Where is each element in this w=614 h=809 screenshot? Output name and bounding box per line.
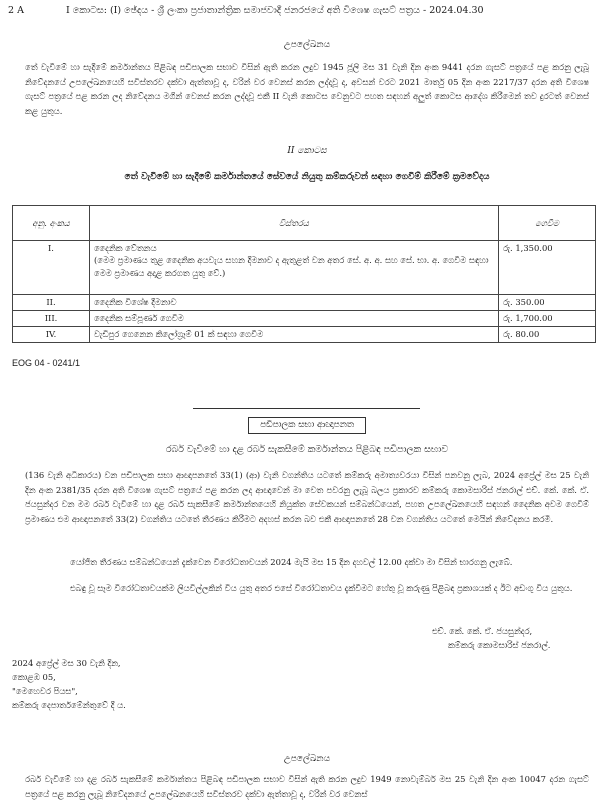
- building-line: "මෙහෙවර පියස",: [12, 686, 78, 696]
- row-amount: රු. 350.00: [499, 295, 596, 311]
- row-description: [90, 241, 499, 295]
- schedule2-heading: උපලේඛනය: [283, 754, 331, 764]
- place-line: කොළඹ 05,: [12, 672, 56, 682]
- date-place-block: [12, 656, 126, 712]
- col-header-no: අනු. අංකය: [13, 206, 90, 241]
- col-header-payment: ගෙවීම: [499, 206, 596, 241]
- page-number: 2 A: [8, 5, 24, 16]
- col-header-description: විස්තරය: [90, 206, 499, 241]
- notice-body-paragraph: (136 වැනි අධිකාරය) වන පඩිපාලක සභා ආඥාපනතේ 33(1) (ආ) වැනි වගන්තිය යටතේ කම්කරු අමාත්‍යවරයා විසින් පනවනු ලැබ, 2024 අප්‍රේල් මස 25 වැනි දින අංක 2381/35 දරන අති විශෙෂ ගැසට් පත්‍රයේ පළ කරන ලද ආඥාවෙන් මා වෙත පවරනු ලැබූ බලය ප්‍රකාරව කම්කරු කොමසාරිස් ජනරාල් එච්. කේ. කේ. ඒ. ජයසුන්දර වන මම රබර් වැවීමේ හා දළ රබර් සැකසීමේ කර්මාන්තයෙහි නියුක්ත සේවකයන් සම්බන්ධයෙන්, පහත උපලේඛනයෙහි සඳහන් දෛනික අවම ගෙවීම් ප්‍රමාණය එම ආඥාපනතේ 33(2) වගන්තිය යටතේ තීරණය කිරීමට අදහස් කරන බව එකී ආඥාපනතේ 28 වන වගන්තිය යටතේ මෙයින් නිවේදනය කරමි.: [25, 470, 589, 524]
- signer-name: එච්. කේ. කේ. ඒ. ජයසුන්දර,: [432, 626, 533, 636]
- notice-subtitle: රබර් වැවීමේ හා දළ රබර් සැකසීමේ කර්මාන්තය පිළිබඳ පඩිපාලක සභාව: [165, 444, 449, 455]
- table-row: [13, 327, 596, 343]
- signature-block: [432, 624, 550, 652]
- table-row: [13, 241, 596, 295]
- row-description-note: (මෙම ප්‍රමාණය තුළ දෛනික අයවැය සහන දීමනාව ද ඇතුළත් වන අතර සේ. අ. අ. සහ සේ. භා. අ. ගෙවීම සඳහා මෙම ප්‍රමාණය අදාළ කරගත යුතු වේ.): [94, 255, 489, 278]
- row-no: II.: [13, 295, 90, 311]
- part-heading: II කොටස: [287, 146, 327, 156]
- schedule-heading: උපලේඛනය: [283, 40, 331, 50]
- objection-paragraph: යෝජිත තීරණය සම්බන්ධයෙන් දැක්වෙන විරෝධතාවයන් 2024 මැයි මස 15 දින දහවල් 12.00 දක්වා මා විසින් භාරගනු ලැබේ.: [70, 557, 513, 567]
- reference-code: EOG 04 - 0241/1: [12, 358, 81, 368]
- table-row: [13, 295, 596, 311]
- ordinance-title-box: පඩිපාලක සභා ආඥාපනත: [248, 417, 366, 434]
- table-row: [13, 311, 596, 327]
- schedule2-paragraph: රබර් වැවීමේ හා දළ රබර් සැකසීමේ කර්මාන්තය පිළිබඳ පඩිපාලක සභාව විසින් ඇති කරන ලදුව 1949 නොවැම්බර් මස 25 වැනි දින අංක 10047 දරන ගැසට් පත්‍රයේ පළ කරනු ලැබූ නිවේදනයේ උපලේඛනයෙහි සවිස්තරව දක්වා ඇත්තාවූ ද, වරින් වර වෙනස්: [25, 774, 589, 799]
- section-divider: [193, 408, 420, 409]
- row-amount: රු. 1,350.00: [499, 241, 596, 295]
- table-header-row: [13, 206, 596, 241]
- schedule-intro-paragraph: තේ වැවීමේ හා සැදීමේ කර්මාන්තය පිළිබඳ පඩිපාලක සභාව විසින් ඇති කරන ලදුව 1945 ජූලි මස 31 වැනි දින අංක 9441 දරන ගැසට් පත්‍රයේ පළ කරනු ලැබූ නිවේදනයේ උපලේඛනයෙහි සවිස්තරව දක්වා ඇත්තාවූ ද, වරින් වර වෙනස් කරන ලද්දාවූ ද, අවසන් වරට 2021 මාර්තු 05 දින අංක 2217/37 දරන අති විශෙෂ ගැසට් පත්‍රයේ පළ කරන ලද නිවේදනය මගින් වෙනස් කරන ලද්දාවූ එකී II වැනි කොටස වෙනුවට පහත සඳහන් අලුත් කොටස ආදේශ කිරීමෙන් තව දුරටත් වෙනස් කළ යුතුය.: [25, 62, 589, 116]
- row-no: III.: [13, 311, 90, 327]
- row-description: දෛනික විශේෂ දීමනාව: [90, 295, 499, 311]
- row-amount: රු. 1,700.00: [499, 311, 596, 327]
- row-no: I.: [13, 241, 90, 295]
- row-no: IV.: [13, 327, 90, 343]
- payment-method-title: තේ වැවීමේ හා සැදීමේ කර්මාන්තයේ සේවයේ නියුතු කම්කරුවන් සඳහා ගෙවීම් කිරීමේ ක්‍රමවේදය: [124, 172, 490, 182]
- gazette-running-head: I කොටස: (I) ඡේදය - ශ්‍රී ලංකා ප්‍රජාතාන්ත්‍රික සමාජවාදී ජනරජයේ අති විශෙෂ ගැසට් පත්‍රය - 2024.04.30: [66, 5, 484, 16]
- signer-title: කම්කරු කොමසාරිස් ජනරාල්.: [448, 640, 551, 650]
- objection-requirement-paragraph: එබඳු වූ සෑම විරෝධතාවයක්ම ලියවිල්ලකින් විය යුතු අතර එසේ විරෝධතාවය දැක්වීමට හේතු වූ කරුණු පිළිබඳ ප්‍රකාශයක් ද ඊට අඩංගු විය යුතුය.: [70, 583, 573, 593]
- row-amount: රු. 80.00: [499, 327, 596, 343]
- department-line: කම්කරු දෙපාර්තමේන්තුවේ දී ය.: [12, 700, 126, 710]
- date-line: 2024 අප්‍රේල් මස 30 වැනි දින,: [12, 658, 121, 668]
- running-header: [8, 5, 606, 19]
- row-description-main: දෛනික වේතනය: [94, 243, 157, 253]
- row-description: වැඩිපුර ගෙනෙන කිලෝග්‍රෑම් 01 ක් සඳහා ගෙවීම: [90, 327, 499, 343]
- row-description: දෛනික සම්පූර්ණ ගෙවීම: [90, 311, 499, 327]
- payment-table: [12, 205, 596, 343]
